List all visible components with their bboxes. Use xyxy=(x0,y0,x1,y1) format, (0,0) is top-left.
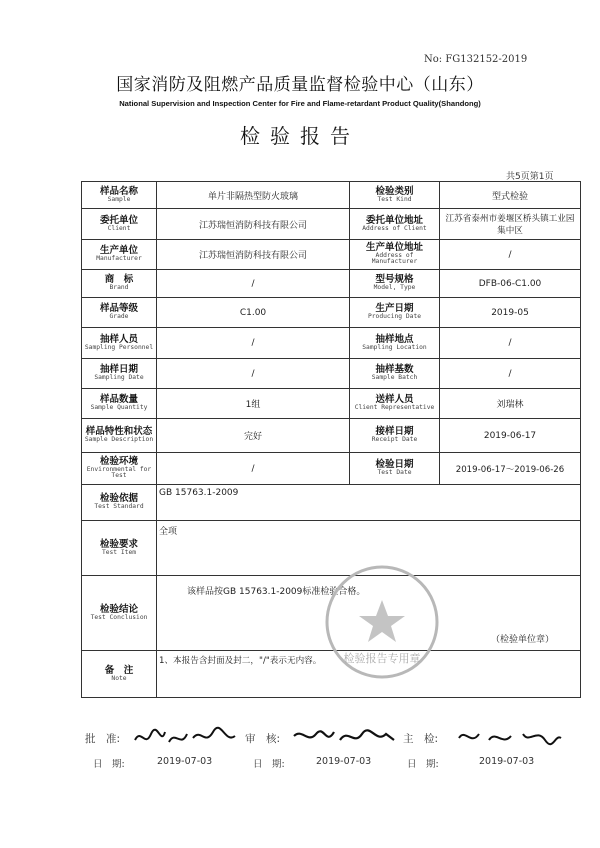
test-item-label: 检验要求 Test Item xyxy=(82,521,157,576)
grade-value: C1.00 xyxy=(157,298,350,328)
test-standard-label: 检验依据 Test Standard xyxy=(82,485,157,521)
test-kind-value: 型式检验 xyxy=(440,182,581,209)
date-row xyxy=(85,756,585,772)
client-address-label: 委托单位地址 Address of Client xyxy=(350,209,440,240)
sample-batch-value: / xyxy=(440,359,581,389)
reviewer-signature xyxy=(290,724,400,752)
reviewer-date: 2019-07-03 xyxy=(316,756,372,767)
sampling-location-value: / xyxy=(440,328,581,359)
manufacturer-address-value: / xyxy=(440,240,581,270)
table-row xyxy=(82,453,581,485)
producing-date-value: 2019-05 xyxy=(440,298,581,328)
reviewer-label: 审 核: xyxy=(245,733,281,745)
test-date-value: 2019-06-17～2019-06-26 xyxy=(440,453,581,485)
table-row xyxy=(82,359,581,389)
note-label: 备 注 Note xyxy=(82,651,157,698)
sample-description-value: 完好 xyxy=(157,419,350,453)
table-row xyxy=(82,182,581,209)
client-address-value: 江苏省泰州市姜堰区桥头镇工业园集中区 xyxy=(440,209,581,240)
table-row xyxy=(82,298,581,328)
report-title: 检验报告 xyxy=(240,124,360,148)
table-row xyxy=(82,240,581,270)
client-label: 委托单位 Client xyxy=(82,209,157,240)
grade-label: 样品等级 Grade xyxy=(82,298,157,328)
producing-date-label: 生产日期 Producing Date xyxy=(350,298,440,328)
approver-date: 2019-07-03 xyxy=(157,756,213,767)
receipt-date-label: 接样日期 Receipt Date xyxy=(350,419,440,453)
table-row xyxy=(82,209,581,240)
page-count: 共5页第1页 xyxy=(506,172,554,182)
model-value: DFB-06-C1.00 xyxy=(440,270,581,298)
conclusion-text: 该样品按GB 15763.1-2009标准检验合格。 xyxy=(187,587,366,597)
manufacturer-label: 生产单位 Manufacturer xyxy=(82,240,157,270)
stamp-text: 检验报告专用章 xyxy=(343,652,421,665)
receipt-date-value: 2019-06-17 xyxy=(440,419,581,453)
conclusion-label: 检验结论 Test Conclusion xyxy=(82,576,157,651)
brand-label: 商 标 Brand xyxy=(82,270,157,298)
sampling-personnel-value: / xyxy=(157,328,350,359)
test-date-label: 检验日期 Test Date xyxy=(350,453,440,485)
chief-date-label: 日 期: xyxy=(407,759,439,770)
report-number: No: FG132152-2019 xyxy=(424,54,528,65)
test-standard-value: GB 15763.1-2009 xyxy=(157,485,581,521)
sampling-location-label: 抽样地点 Sampling Location xyxy=(350,328,440,359)
test-kind-label: 检验类别 Test Kind xyxy=(350,182,440,209)
manufacturer-address-label: 生产单位地址 Address of Manufacturer xyxy=(350,240,440,270)
seal-note: （检验单位章） xyxy=(490,635,554,645)
environment-value: / xyxy=(157,453,350,485)
client-representative-value: 刘瑞林 xyxy=(440,389,581,419)
sample-quantity-value: 1组 xyxy=(157,389,350,419)
client-value: 江苏瑞恒消防科技有限公司 xyxy=(157,209,350,240)
sample-name-value: 单片非隔热型防火玻璃 xyxy=(157,182,350,209)
client-representative-label: 送样人员 Client Representative xyxy=(350,389,440,419)
signature-row xyxy=(85,731,585,751)
sampling-personnel-label: 抽样人员 Sampling Personnel xyxy=(82,328,157,359)
sample-name-label: 样品名称 Sample xyxy=(82,182,157,209)
sampling-date-label: 抽样日期 Sampling Date xyxy=(82,359,157,389)
sampling-date-value: / xyxy=(157,359,350,389)
table-row xyxy=(82,419,581,453)
manufacturer-value: 江苏瑞恒消防科技有限公司 xyxy=(157,240,350,270)
test-item-value: 全项 xyxy=(157,521,581,576)
model-label: 型号规格 Model, Type xyxy=(350,270,440,298)
brand-value: / xyxy=(157,270,350,298)
center-name-english: National Supervision and Inspection Center for Fire and Flame-retardant Product Quality(Shandong) xyxy=(119,99,481,108)
inspection-seal-stamp xyxy=(322,562,442,682)
chief-inspector-date: 2019-07-03 xyxy=(479,756,535,767)
table-row xyxy=(82,485,581,521)
reviewer-date-label: 日 期: xyxy=(253,759,285,770)
approver-signature xyxy=(131,724,241,752)
note-value: 1、本报告含封面及封二，"/"表示无内容。 xyxy=(157,651,581,698)
chief-inspector-signature xyxy=(455,724,565,752)
approver-date-label: 日 期: xyxy=(93,759,125,770)
sample-quantity-label: 样品数量 Sample Quantity xyxy=(82,389,157,419)
sample-description-label: 样品特性和状态 Sample Description xyxy=(82,419,157,453)
approver-label: 批 准: xyxy=(85,733,121,745)
table-row xyxy=(82,270,581,298)
center-name-chinese: 国家消防及阻燃产品质量监督检验中心（山东） xyxy=(116,75,484,95)
sample-batch-label: 抽样基数 Sample Batch xyxy=(350,359,440,389)
chief-inspector-label: 主 检: xyxy=(403,733,439,745)
table-row xyxy=(82,389,581,419)
table-row xyxy=(82,328,581,359)
environment-label: 检验环境 Environmental for Test xyxy=(82,453,157,485)
